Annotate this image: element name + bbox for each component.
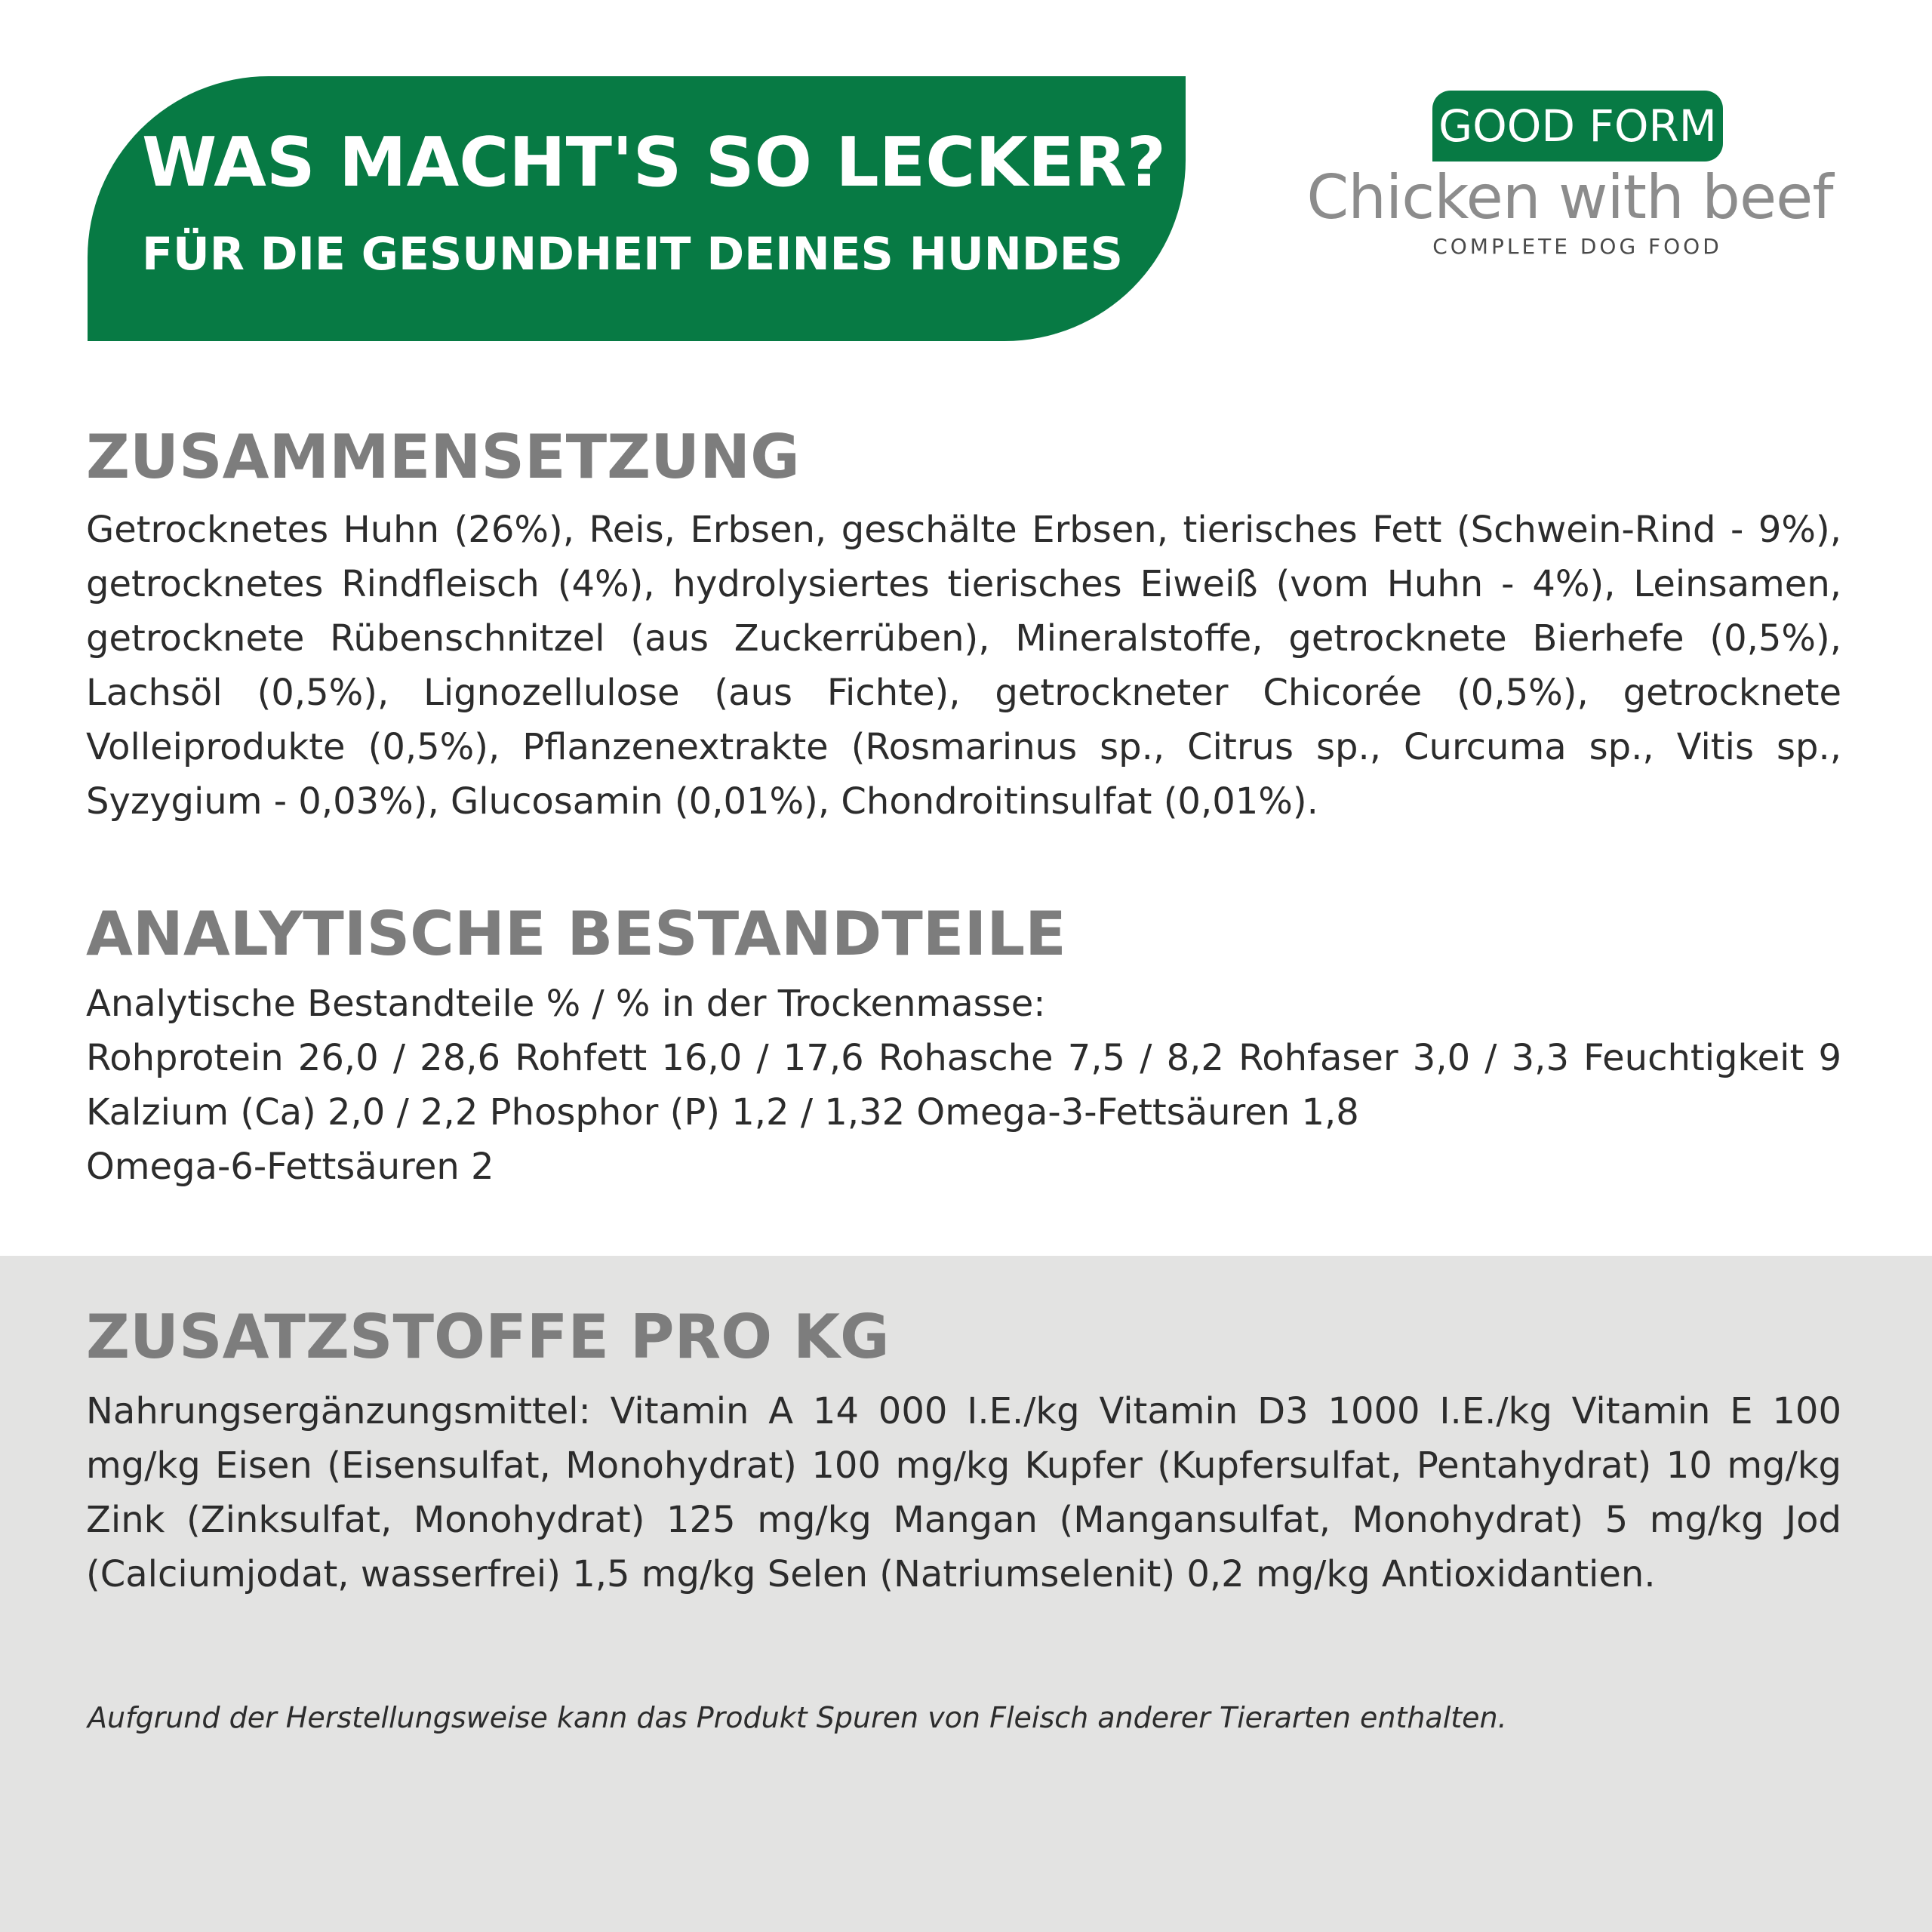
additives-text: Nahrungsergänzungsmittel: Vitamin A 14 000 I.E./kg Vitamin D3 1000 I.E./kg Vitamin E 100 mg/kg Eisen (Eisensulfat, Monohydrat) 100 mg/kg Kupfer (Kupfersulfat, Pentahydrat) 10 mg/kg Zink (Zinksulfat, Monohydrat) 125 mg/kg Mangan (Mangansulfat, Monohydrat) 5 mg/kg Jod (Calciumjodat, wasserfrei) 1,5 mg/kg Selen (Natriumselenit) 0,2 mg/kg Antioxidantien. bbox=[86, 1390, 1841, 1595]
analytical-heading: ANALYTISCHE BESTANDTEILE bbox=[86, 899, 1066, 969]
analytical-values: Rohprotein 26,0 / 28,6 Rohfett 16,0 / 17,6 Rohasche 7,5 / 8,2 Rohfaser 3,0 / 3,3 Feuchtigkeit 9 Kalzium (Ca) 2,0 / 2,2 Phosphor (P) 1,2 / 1,32 Omega-3-Fettsäuren 1,8 bbox=[86, 1037, 1841, 1134]
composition-heading: ZUSAMMENSETZUNG bbox=[86, 422, 800, 492]
analytical-section bbox=[86, 897, 1841, 1194]
brand-product-name: Chicken with beef bbox=[1306, 162, 1833, 232]
additives-heading: ZUSATZSTOFFE PRO KG bbox=[86, 1302, 890, 1372]
page-title: WAS MACHT'S SO LECKER? bbox=[142, 123, 1166, 202]
analytical-intro: Analytische Bestandteile % / % in der Trockenmasse: bbox=[86, 983, 1046, 1025]
page-subtitle: FÜR DIE GESUNDHEIT DEINES HUNDES bbox=[142, 228, 1123, 281]
brand-logo bbox=[1283, 91, 1857, 257]
additives-section bbox=[86, 1300, 1841, 1601]
brand-badge: GOOD FORM bbox=[1432, 91, 1723, 162]
brand-tagline: COMPLETE DOG FOOD bbox=[1432, 234, 1722, 259]
disclaimer-note: Aufgrund der Herstellungsweise kann das Produkt Spuren von Fleisch anderer Tierarten enthalten. bbox=[88, 1701, 1507, 1734]
composition-text: Getrocknetes Huhn (26%), Reis, Erbsen, geschälte Erbsen, tierisches Fett (Schwein-Rind - 9%), getrocknetes Rindfleisch (4%), hydrolysiertes tierisches Eiweiß (vom Huhn - 4%), Leinsamen, getrocknete Rübenschnitzel (aus Zuckerrüben), Mineralstoffe, getrocknete Bierhefe (0,5%), Lachsöl (0,5%), Lignozellulose (aus Fichte), getrockneter Chicorée (0,5%), getrocknete Volleiprodukte (0,5%), Pflanzenextrakte (Rosmarinus sp., Citrus sp., Curcuma sp., Vitis sp., Syzygium - 0,03%), Glucosamin (0,01%), Chondroitinsulfat (0,01%). bbox=[86, 509, 1841, 823]
composition-section bbox=[86, 420, 1841, 829]
header-banner bbox=[88, 76, 1186, 341]
analytical-last-line: Omega-6-Fettsäuren 2 bbox=[86, 1146, 494, 1188]
